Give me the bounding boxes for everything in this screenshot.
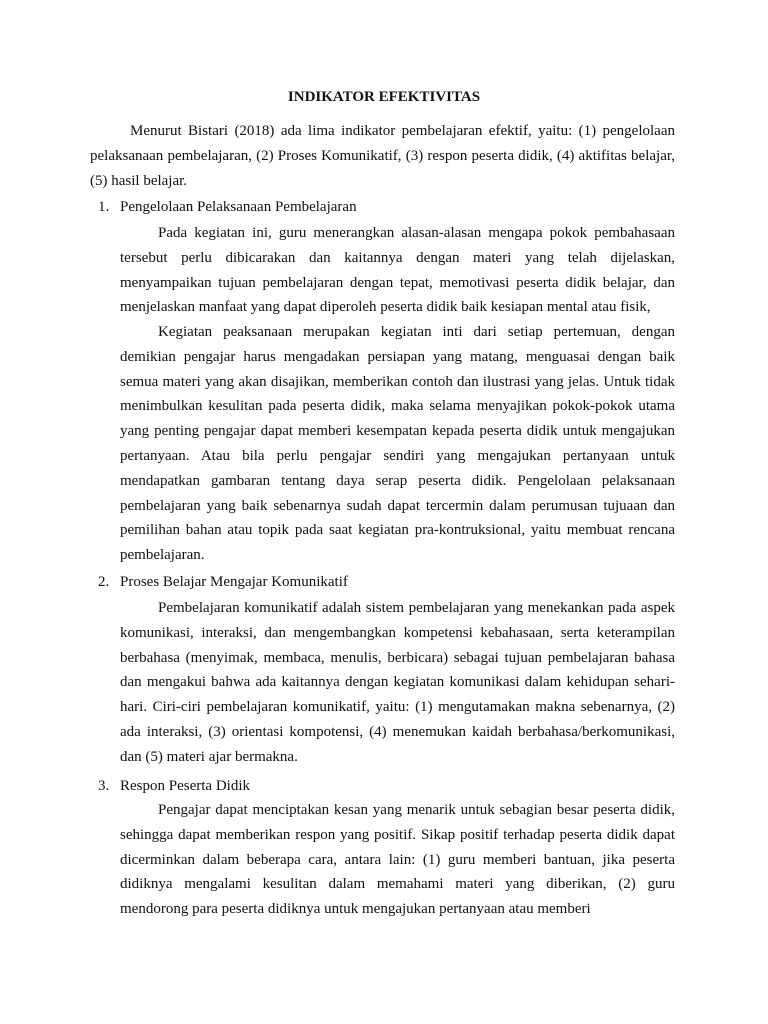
section-1-heading: [98, 195, 678, 219]
section-title: Pengelolaan Pelaksanaan Pembelajaran: [120, 199, 357, 215]
section-2-heading: [98, 570, 678, 594]
section-number: 3.: [98, 778, 110, 794]
section-1-paragraph-2: Kegiatan peaksanaan merupakan kegiatan inti dari setiap pertemuan, dengan demikian pengajar harus mengadakan persiapan yang matang, menguasai dengan baik semua materi yang akan disajikan, memberikan contoh dan ilustrasi yang jelas. Untuk tidak menimbulkan kesulitan pada peserta didik, maka selama menyajikan pokok-pokok utama yang penting pengajar dapat memberi kesempatan kepada peserta didik untuk mengajukan pertanyaan. Atau bila perlu pengajar sendiri yang mengajukan pertanyaan untuk mendapatkan gambaran tentang daya serap peserta didik. Pengelolaan pelaksanaan pembelajaran yang baik sebenarnya sudah dapat tercermin dalam perumusan tujuaan dan pemilihan bahan atau topik pada saat kegiatan pra-kontruksional, yaitu membuat rencana pembelajaran.: [120, 324, 675, 564]
section-2-paragraph-1: Pembelajaran komunikatif adalah sistem pembelajaran yang menekankan pada aspek komunikasi, interaksi, dan mengembangkan kompetensi kebahasaan, serta keterampilan berbahasa (menyimak, membaca, menulis, berbicara) sebagai tujuan pembelajaran bahasa dan mengakui bahwa ada kaitannya dengan kegiatan komunikasi dalam kehidupan sehari-hari. Ciri-ciri pembelajaran komunikatif, yaitu: (1) mengutamakan makna sebenarnya, (2) ada interaksi, (3) orientasi kompotensi, (4) menemukan kaidah berbahasa/berkomunikasi, dan (5) materi ajar bermakna.: [120, 600, 675, 765]
page-title: INDIKATOR EFEKTIVITAS: [287, 89, 481, 105]
section-3-heading: [98, 774, 678, 798]
section-number: 2.: [98, 574, 110, 590]
intro-paragraph: Menurut Bistari (2018) ada lima indikator pembelajaran efektif, yaitu: (1) pengelolaan pelaksanaan pembelajaran, (2) Proses Komunikatif, (3) respon peserta didik, (4) aktifitas belajar, (5) hasil belajar.: [90, 123, 675, 189]
section-title: Respon Peserta Didik: [120, 778, 250, 794]
section-3-paragraph-1: Pengajar dapat menciptakan kesan yang menarik untuk sebagian besar peserta didik, sehingga dapat memberikan respon yang positif. Sikap positif terhadap peserta didik dapat dicerminkan dalam beberapa cara, antara lain: (1) guru memberi bantuan, jika peserta didiknya mengalami kesulitan dalam memahami materi yang diberikan, (2) guru mendorong para peserta didiknya untuk mengajukan pertanyaan atau memberi: [120, 802, 675, 918]
section-1-paragraph-1: Pada kegiatan ini, guru menerangkan alasan-alasan mengapa pokok pembahasaan tersebut perlu dibicarakan dan kaitannya dengan materi yang telah dijelaskan, menyampaikan tujuan pembelajaran dengan tepat, memotivasi peserta didik belajar, dan menjelaskan manfaat yang dapat diperoleh peserta didik baik kesiapan mental atau fisik,: [120, 225, 675, 316]
section-number: 1.: [98, 199, 110, 215]
section-title: Proses Belajar Mengajar Komunikatif: [120, 574, 348, 590]
